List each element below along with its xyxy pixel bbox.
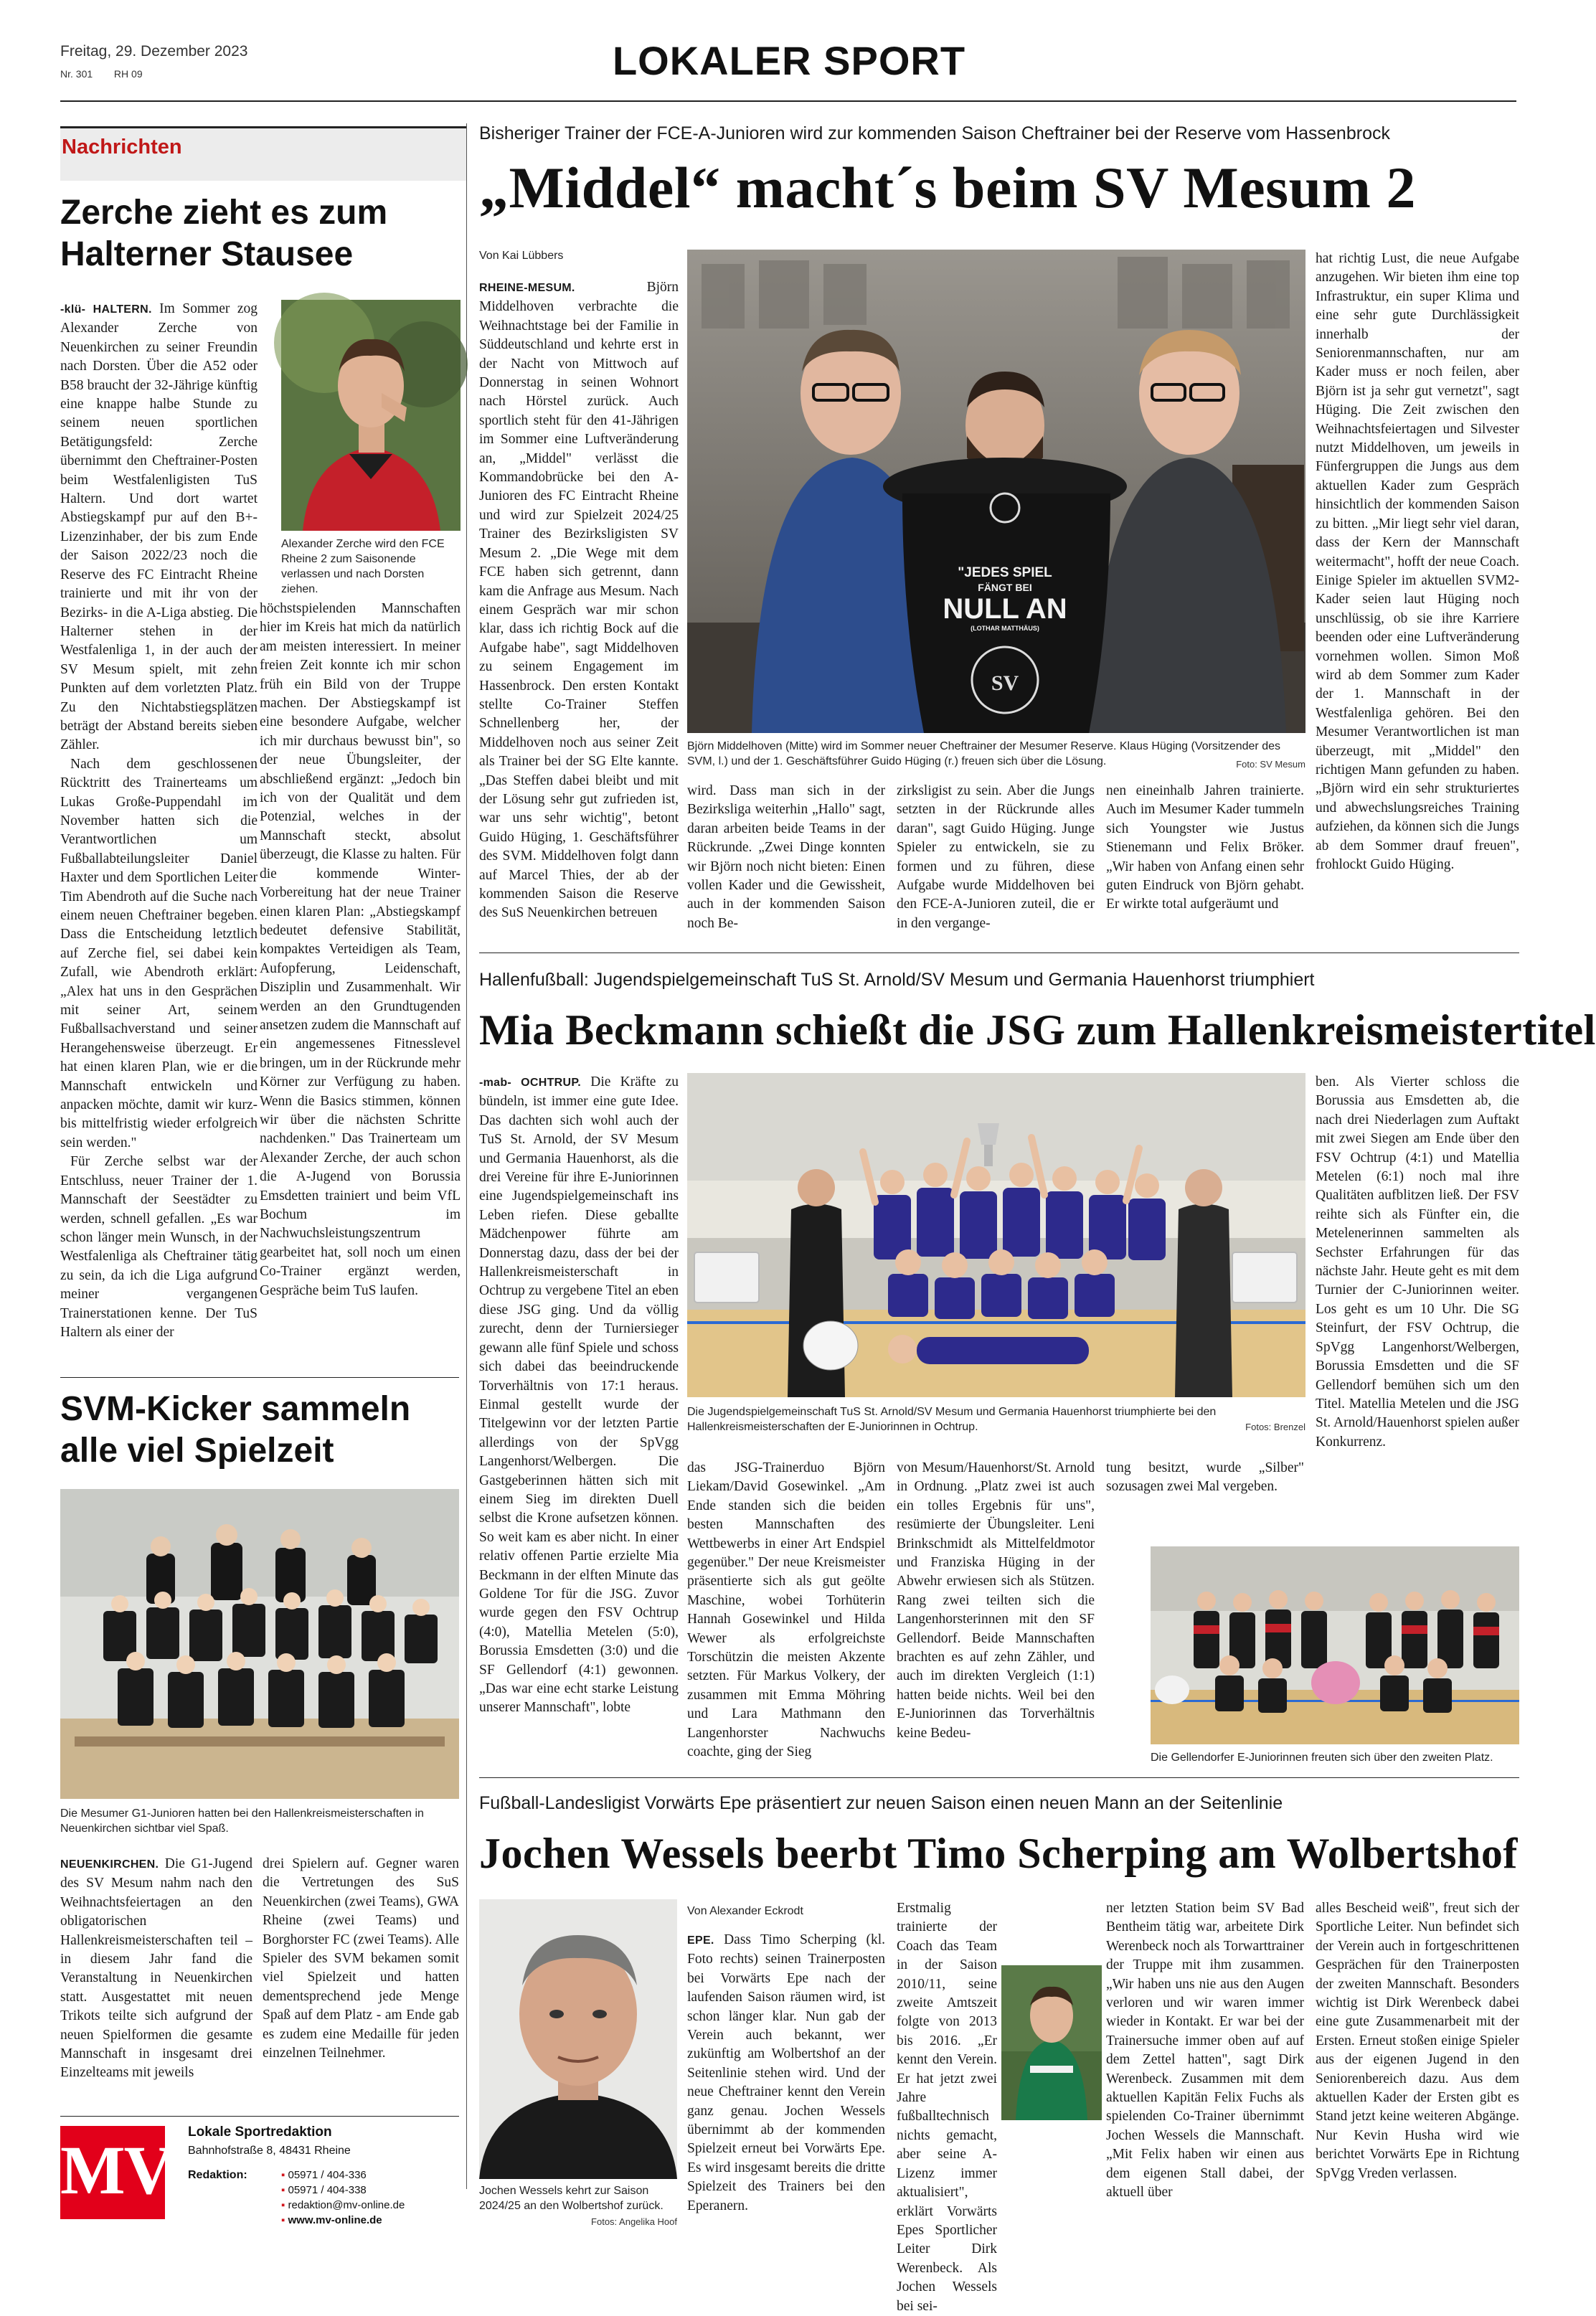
hallen-dateline: -mab- OCHTRUP.: [479, 1077, 582, 1089]
middel-dateline: RHEINE-MESUM.: [479, 282, 575, 294]
epe-byline: Von Alexander Eckrodt: [687, 1905, 803, 1917]
hallen-col3: von Mesum/Hauenhorst/St. Arnold in Ordnung. „Platz zwei ist auch ein tolles Ergebnis für uns", resümierte der Übungsleiter. Leni Brinkschmidt als Mittelfeldmotor und Franziska Hüging in der Abwehr erwiesen sich als Stützen. Rang zwei teilten sich die Langenhorsterinnen mit den SF Gellendorf. Beide Mannschaften brachten es auf zehn Zähler, und auch im direkten Vergleich (1:1) hatten beide nichts. Weil bei den E-Juniorinnen das Torverhältnis keine Bedeu-: [897, 1460, 1095, 1741]
jsg-photo-credit: Fotos: Brenzel: [1245, 1422, 1305, 1432]
middel-caption: Björn Middelhoven (Mitte) wird im Sommer neuer Cheftrainer der Mesumer Reserve. Klaus Hüging (Vorsitzender des SVM, l.) und der 1. Geschäftsführer Guido Hüging (r.) freuen sich über die Lösung. Foto: SV Mesum: [687, 739, 1305, 772]
gellendorf-caption: Die Gellendorfer E-Juniorinnen freuten sich über den zweiten Platz.: [1151, 1752, 1493, 1764]
svm-col1: NEUENKIRCHEN. Die G1-Jugend des SV Mesum nahm nach den Weihnachtsfeiertagen an den obligatorischen Hallenkreismeisterschaften teil – in diesem Jahr fand die Veranstaltung in Neuenkirchen statt. Ausgestattet mit neuen Trikots teilte sich aufgrund der neuen Spielformen die gesamte Mannschaft in insgesamt drei Einzelteams mit jeweils: [60, 1856, 252, 2081]
middel-byline: Von Kai Lübbers: [479, 250, 564, 262]
sidebar-divider: [466, 123, 467, 2189]
footer-redaktion-label: Redaktion:: [188, 2169, 247, 2181]
middel-photo-credit: Foto: SV Mesum: [1236, 759, 1305, 770]
section-title: LOKALER SPORT: [612, 38, 966, 83]
middel-col4: nen eineinhalb Jahren trainierte. Auch im Mesumer Kader tummeln sich Youngster wie Justus Stienemann und Felix Bröker. „Wir haben von Anfang einen sehr guten Eindruck von Björn gehabt. Er wirkte total aufgeräumt und: [1106, 783, 1304, 912]
middel-col2: wird. Dass man sich in der Bezirksliga weiterhin „Hallo" sagt, daran arbeiten beide Teams in der Rückrunde. „Zwei Dinge konnten wir Björn noch nicht bieten: Einen vollen Kader und die Gewissheit, auch in der kommenden Saison noch Be-: [687, 783, 885, 931]
middel-kicker: Bisheriger Trainer der FCE-A-Junioren wird zur kommenden Saison Cheftrainer bei der Reserve vom Hassenbrock: [479, 123, 1390, 143]
svm-caption: Die Mesumer G1-Junioren hatten bei den Hallenkreismeisterschaften in Neuenkirchen sichtbar viel Spaß.: [60, 1807, 424, 1835]
footer-email[interactable]: ▪ redaktion@mv-online.de: [281, 2199, 405, 2211]
sidebar-rule-2: [60, 2116, 459, 2117]
epe-col2: Erstmalig trainierte der Coach das Team in der Saison 2010/11, seine zweite Amtszeit folgte von 2013 bis 2016. „Er kennt den Verein. Er hat jetzt zwei Jahre fußballtechnisch nichts gemacht, aber seine A-Lizenz immer aktualisiert", erklärt Vorwärts Epes Sportlicher Leiter Dirk Werenbeck. Als Jochen Wessels bei sei-: [897, 1901, 997, 2314]
middel-col5: hat richtig Lust, die neue Aufgabe anzugehen. Wir bieten ihm eine top Infrastruktur, ein super Klima und eine sehr gute Durchlässigkeit innerhalb der Seniorenmannschaften, nur am Kader muss er noch feilen, aber Björn ist ja sehr gut vernetzt", sagt Hüging. Die Zeit zwischen den Weihnachtsfeiertagen und Silvester nutzt Middelhoven, um jeweils in Fünfergruppen die Jungs aus dem aktuellen Kader zum Gespräch hinsichtlich der kommenden Saison zu bitten. „Mir liegt sehr viel daran, dass der Kern der Mannschaft weitermacht", hofft der neue Coach. Einige Spieler im aktuellen SVM2-Kader seien laut Hüging noch unschlüssig, ob sie ihre Karriere beenden oder eine Luftveränderung vornehmen wollen. Simon Moß wird ab dem Sommer zum Kader der 1. Mannschaft in der Westfalenliga gehören. Bei den Mesumer Verantwortlichen ist man überzeugt, mit „Middel" den richtigen Mann gefunden zu haben. „Björn wird ein sehr strukturiertes und abwechslungsreiches Training aufziehen, da können sich die Jungs ab dem Sommer drauf freuen", frohlockt Guido Hüging.: [1316, 251, 1519, 872]
footer-address: Bahnhofstraße 8, 48431 Rheine: [188, 2145, 351, 2157]
issue-number: Nr. 301: [60, 68, 93, 80]
footer-phone2: ▪ 05971 / 404-338: [281, 2184, 367, 2196]
jsg-team-photo: [687, 1073, 1305, 1397]
gellendorf-photo: [1151, 1546, 1519, 1744]
epe-headline: Jochen Wessels beerbt Timo Scherping am Wolbertshof: [479, 1830, 1518, 1877]
nachrichten-label-text: Nachrichten: [62, 136, 182, 159]
middel-table-banner: "JEDES SPIEL FÄNGT BEI NULL AN (LOTHAR MATTHÄUS): [943, 565, 1067, 632]
hallen-col4: tung besitzt, wurde „Silber" sozusagen zwei Mal vergeben.: [1106, 1460, 1304, 1495]
sidebar-rule-1: [60, 1377, 459, 1378]
epe-dateline: EPE.: [687, 1934, 714, 1947]
epe-kicker: Fußball-Landesligist Vorwärts Epe präsentiert zur neuen Saison einen neuen Mann an der Seitenlinie: [479, 1793, 1283, 1813]
zerche-headline: Zerche zieht es zum Halterner Stausee: [60, 194, 388, 273]
svg-text:SV: SV: [991, 671, 1019, 695]
hallen-headline: Mia Beckmann schießt die JSG zum Hallenkreismeistertitel: [479, 1006, 1596, 1054]
zerche-col1: -klü- HALTERN. Im Sommer zog Alexander Zerche von Neuenkirchen zu seiner Freundin nach Dorsten. Über die A52 oder B58 braucht der 32-Jährige künftig eine knappe halbe Stunde zu seinem neuen sportlichen Betätigungsfeld: Zerche übernimmt den Cheftrainer-Posten beim Westfalenligisten TuS Haltern. Und dort wartet Abstiegskampf pur auf den B+-Lizenzinhaber, der bis zum Ende der Saison 2022/23 noch die Reserve des FC Eintracht Rheine trainierte und mit ihr von der Bezirks- in die A-Liga abstieg. Die Halterner stehen in der Westfalenliga 1, in der auch der SV Mesum spielt, mit zehn Punkten auf dem vorletzten Platz. Zu den Nichtabstiegsplätzen beträgt der Abstand bereits sieben Zähler. Nach dem geschlossenen Rücktritt des Trainerteams um Lukas Große-Puppendahl im November hatten sich die Verantwortlichen um Fußballabteilungsleiter Daniel Haxter und dem Sportlichen Leiter Tim Abendroth auf die Suche nach einem neuen Cheftrainer begeben. Dass die Entscheidung letztlich auf Zerche fiel, sei dabei kein Zufall, wie Abendroth erklärt: „Alex hat uns in den Gesprächen mit seiner Art, seinem Fußballsachverstand und seiner Herangehensweise überzeugt. Er hat einen klaren Plan, wie er die Mannschaft entwickeln und anpacken möchte, damit wir kurz- bis mittelfristig wieder erfolgreich sein werden." Für Zerche selbst war der Entschluss, neuer Trainer der 1. Mannschaft der Seestädter zu werden, schnell gefallen. „Es war schon länger mein Wunsch, in der Westfalenliga als Cheftrainer tätig zu sein, da ich die Liga aufgrund meiner vergangenen Trainerstationen kenne. Der TuS Haltern als einer der: [60, 301, 258, 1340]
hallen-kicker: Hallenfußball: Jugendspielgemeinschaft TuS St. Arnold/SV Mesum und Germania Hauenhorst triumphiert: [479, 970, 1315, 990]
svm-kids-photo: [60, 1489, 459, 1799]
masthead-rule: [60, 100, 1516, 102]
main-rule-2: [479, 1777, 1519, 1778]
jsg-caption: Die Jugendspielgemeinschaft TuS St. Arnold/SV Mesum und Germania Hauenhorst triumphierte bei den Hallenkreismeisterschaften der E-Juniorinnen in Ochtrup. Fotos: Brenzel: [687, 1406, 1305, 1433]
scherping-photo: [1001, 1965, 1102, 2120]
mv-logo: [60, 2126, 172, 2219]
middel-col3: zirksligist zu sein. Aber die Jungs setzten in der Rückrunde alles daran", sagt Guido Hüging. Junge Spieler zu entwickeln, sie zu formen und zu führen, diese Aufgabe wurde Middelhoven bei den FCE-A-Junioren zuteil, die er in den vergange-: [897, 783, 1095, 931]
epe-col1: EPE. Dass Timo Scherping (kl. Foto rechts) seinen Trainerposten bei Vorwärts Epe nach der laufenden Saison räumen wird, ist schon länger klar. Nun gab der Verein auch bekannt, wer zukünftig am Wolbertshof an der Seitenlinie stehen wird. Und der neue Cheftrainer kennt den Verein ganz genau. Jochen Wessels übernimmt ab der kommenden Spielzeit erneut bei Vorwärts Epe. Es wird insgesamt bereits die dritte Spielzeit des Trainers bei den Eperanern.: [687, 1932, 885, 2213]
epe-col4: alles Bescheid weiß", freut sich der Sportliche Leiter. Nun befindet sich der Verein auch in fortgeschrittenen Gesprächen für den Trainerposten der zweiten Mannschaft. Besonders wichtig ist Dirk Werenbeck dabei eine gute Zusammenarbeit mit der Ersten. Erneut stoßen einige Spieler aus der eigenen Jugend in den Seniorenbereich dazu. Aus dem aktuellen Kader der Ersten gibt es Stand jetzt keine weiteren Abgänge. Nur Kevin Husha wird wie berichtet Vorwärts Epe in Richtung SpVgg Vreden verlassen.: [1316, 1901, 1519, 2181]
wessels-caption: Jochen Wessels kehrt zur Saison 2024/25 an den Wolbertshof zurück.: [479, 2185, 664, 2212]
mv-logo-text: MV: [60, 2132, 172, 2208]
nachrichten-label: [60, 126, 466, 181]
zerche-photo: [281, 300, 461, 531]
epe-col3: ner letzten Station beim SV Bad Bentheim tätig war, arbeitete Dirk Werenbeck noch als Torwarttrainer der Truppe mit ihm zusammen. „Wir haben uns nie aus den Augen verloren und wir waren immer wieder in Kontakt. Er war bei der Trainersuche immer oben auf auf dem Zettel hatten", sagt Dirk Werenbeck. Zusammen mit dem aktuellen Kapitän Felix Fuchs als spielenden Co-Trainer übernimmt Jochen Wessels die Mannschaft. „Mit Felix haben wir einen aus dem eigenen Stall dabei, der aktuell über: [1106, 1901, 1304, 2201]
svm-dateline: NEUENKIRCHEN.: [60, 1858, 159, 1871]
wessels-photo-credit: Fotos: Angelika Hoof: [591, 2216, 677, 2227]
middel-col1: RHEINE-MESUM. Björn Middelhoven verbrachte die Weihnachtstage bei der Familie in Süddeutschland und kehrte erst in der Nacht von Mittwoch auf Donnerstag in seinen Wohnort nach Hörstel zurück. Auch sportlich steht für den 41-Jährigen im Sommer eine Luftveränderung an, „Middel" verlässt die Kommandobrücke bei den A-Junioren des FC Eintracht Rheine und wird zur Spielzeit 2024/25 Trainer des Bezirksligisten SV Mesum 2. „Die Wege mit dem FCE haben sich getrennt, dann kam die Anfrage aus Mesum. Nach einem Gespräch war mir schon klar, dass ich richtig Bock auf die Aufgabe habe", sagt Middelhoven zu seinem Engagement im Hassenbrock. Den ersten Kontakt stellte Co-Trainer Steffen Schnellenberg her, der Middelhoven noch aus seiner Zeit als Trainer bei der SG Elte kannte. „Das Steffen dabei bleibt und mit der Lösung sehr gut zufrieden ist, war uns sehr wichtig", betont Guido Hüging, 1. Geschäftsführer des SVM. Middelhoven folgt dann auf Marcel Thies, der ab der kommenden Saison die Reserve des SuS Neuenkirchen betreuen: [479, 280, 679, 921]
svm-headline: SVM-Kicker sammeln alle viel Spielzeit: [60, 1390, 411, 1470]
edition-code: RH 09: [113, 68, 143, 80]
hallen-col2: das JSG-Trainerduo Björn Liekam/David Gosewinkel. „Am Ende standen sich die beiden besten Mannschaften des Wettbewerbs in einer Art Endspiel gegenüber." Der neue Kreismeister präsentierte sich als gut geölte Maschine, wobei Torhüterin Hannah Gosewinkel und Hilda Wewer als erfolgreichste Torschützin die meisten Akzente setzten. Für Markus Volkery, der zusammen mit Emma Möhring und Lara Mathmann den Langenhorster Nachwuchs coachte, ging der Sieg: [687, 1460, 885, 1760]
footer-contacts: [281, 2168, 405, 2228]
wessels-photo: [479, 1899, 677, 2179]
footer-web[interactable]: ▪ www.mv-online.de: [281, 2214, 382, 2226]
svm-col2: drei Spielern auf. Gegner waren die Vertretungen des SuS Neuenkirchen (zwei Teams), GWA Rheine (zwei Teams) und Borghorster FC (zwei Teams). Alle Spieler des SVM bekamen somit viel Spielzeit und hatten dementsprechend jede Menge Spaß auf dem Platz - am Ende gab es zudem eine Medaille für jeden einzelnen Teilnehmer.: [263, 1856, 459, 2061]
middel-photo: [687, 250, 1305, 733]
masthead-date: Freitag, 29. Dezember 2023: [60, 43, 248, 60]
zerche-dateline: -klü- HALTERN.: [60, 303, 152, 316]
footer-title: Lokale Sportredaktion: [188, 2124, 332, 2140]
hallen-col5: ben. Als Vierter schloss die Borussia aus Emsdetten ab, die nach drei Niederlagen zum Auftakt mit zwei Siegen am Ende über den FSV Ochtrup (4:1) und Matellia Metelen (6:1) noch mal ihre Qualitäten aufblitzen ließ. Der FSV reihte sich als Fünfter ein, die Metelenerinnen sammelten als Sechster Erfahrungen für das nächste Jahr. Heute geht es mit dem Turnier der C-Juniorinnen weiter. Los geht es um 10 Uhr. Die SG Steinfurt, der FSV Ochtrup, die SpVgg Langenhorst/Welbergen, Borussia Emsdetten und die SF Gellendorf bemühen sich um den Titel. Matellia Metelen und die JSG St. Arnold/Hauenhorst spielen außer Konkurrenz.: [1316, 1074, 1519, 1450]
hallen-col1: -mab- OCHTRUP. Die Kräfte zu bündeln, ist immer eine gute Idee. Das dachten sich wohl auch der TuS St. Arnold, der SV Mesum und Germania Hauenhorst, als die drei Vereine für ihre E-Juniorinnen eine Jugendspielgemeinschaft ins Leben riefen. Diese geballte Mädchenpower führte am Donnerstag dazu, dass der bei der Hallenkreismeisterschaft in Ochtrup zu vergebene Titel an eben diese JSG ging. Und da völlig zurecht, denn der Turniersieger gewann alle fünf Spiele und schoss sich dabei das beeindruckende Torverhältnis von 17:1 heraus. Einmal gestellt wurde der Titelgewinn vor der letzten Partie allerdings von der SpVgg Langenhorst/Welbergen. Die Gastgeberinnen hätten sich mit einem Sieg im direkten Duell selbst die Krone aufsetzen können. So weit kam es aber nicht. In einer relativ offenen Partie erzielte Mia Beckmann in der elften Minute das Goldene Tor für die JSG. Zuvor wurde gegen den FSV Ochtrup (4:0), Matellia Metelen (5:0), Borussia Emsdetten (3:0) und die SF Gellendorf (4:1) gewonnen. „Das war eine echt starke Leistung unserer Mannschaft", lobte: [479, 1074, 679, 1716]
zerche-caption: Alexander Zerche wird den FCE Rheine 2 zum Saisonende verlassen und nach Dorsten ziehen.: [281, 538, 445, 595]
middel-headline: „Middel“ macht´s beim SV Mesum 2: [479, 155, 1416, 220]
zerche-col2: höchstspielenden Mannschaften hier im Kreis hat mich da natürlich am meisten interessiert. In meiner freien Zeit konnte ich mir schon früh ein Bild von der Truppe machen. Der Abstiegskampf ist eine besondere Aufgabe, welcher ich mir durchaus bewusst bin", so der neue Übungsleiter, der abschließend ergänzt: „Jedoch bin ich von der Qualität und dem Potenzial, welches in der Mannschaft steckt, absolut überzeugt, die Klasse zu halten. Für die kommende Winter-Vorbereitung hat der neue Trainer einen klaren Plan: „Abstiegskampf bedeutet defensive Stabilität, kompaktes Verteidigen als Team, Aufopferung, Leidenschaft, Disziplin und Zusammenhalt. Wir werden an den Grundtugenden ansetzen zudem die Mannschaft auf ein angemessenes Fitnesslevel bringen, um in der Rückrunde mehr Körner zur Verfügung zu haben. Wenn die Basics stimmen, können wir über die nächsten Schritte nachdenken." Das Trainerteam um Alexander Zerche, der auch schon die A-Jugend von Borussia Emsdetten trainiert und beim VfL Bochum im Nachwuchsleistungszentrum gearbeitet hat, soll noch um einen Co-Trainer ergänzt werden, Gespräche beim TuS laufen.: [260, 601, 461, 1298]
footer-phone1: ▪ 05971 / 404-336: [281, 2169, 367, 2181]
